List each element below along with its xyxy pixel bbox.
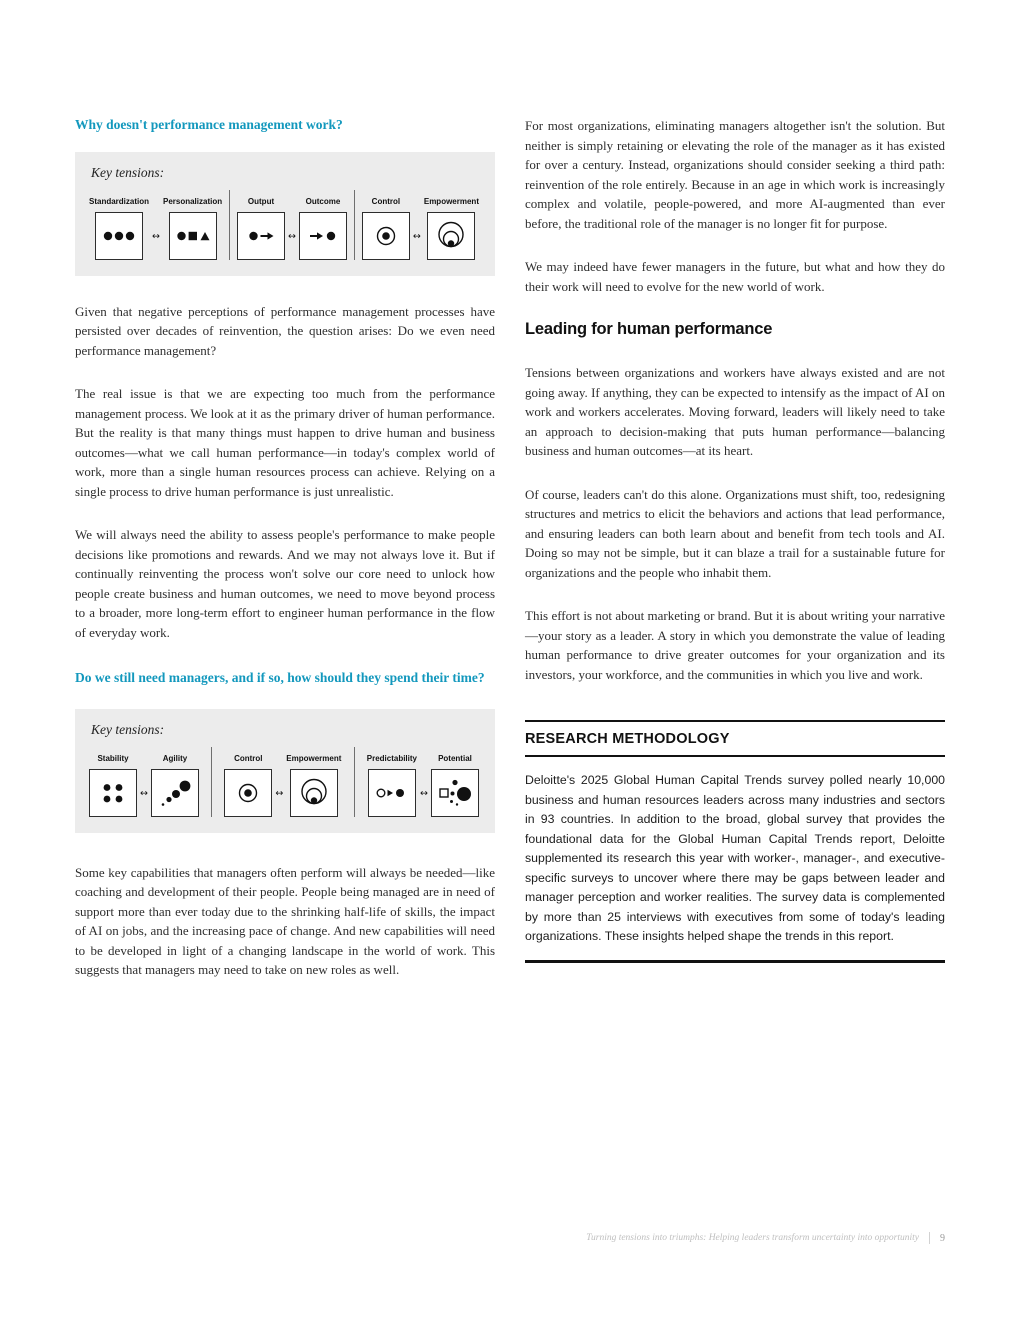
tension-icon-box bbox=[89, 769, 137, 817]
tension-icon-box bbox=[427, 212, 475, 260]
paragraph: This effort is not about marketing or brand. But it is about writing your narrative—your story as a leader. A story in which you demonstrate the value of leading human performance to drive greater outcomes for your organization and its investors, your workforce, and the communities in which you live and work. bbox=[525, 608, 945, 682]
open-circle-arrow-dot-icon bbox=[372, 773, 412, 813]
tension-icon-box bbox=[224, 769, 272, 817]
tension-icon-box bbox=[237, 212, 285, 260]
four-dots-icon bbox=[93, 773, 133, 813]
tension-label: Stability bbox=[97, 753, 129, 763]
question-heading-managers: Do we still need managers, and if so, how should they spend their time? bbox=[75, 670, 485, 685]
ripple-circles-icon bbox=[294, 773, 334, 813]
tension-item bbox=[237, 197, 285, 260]
paragraph: Tensions between organizations and workers have always existed and are not going away. If anything, they can be expected to intensify as the impact of AI on work and workers accelerates. Moving forward, leaders will likely need to take an approach to decision-making that puts human performance—balancing business and human outcomes—at its heart. bbox=[525, 365, 945, 458]
tension-label: Empowerment bbox=[286, 753, 342, 763]
arrow-dot-icon bbox=[303, 216, 343, 256]
tension-label: Standardization bbox=[89, 196, 150, 206]
question-heading-performance-management: Why doesn't performance management work? bbox=[75, 117, 343, 132]
bullseye-icon bbox=[366, 216, 406, 256]
tension-item bbox=[151, 754, 199, 817]
left-column bbox=[75, 116, 495, 1004]
paragraph: For most organizations, eliminating managers altogether isn't the solution. But neither is simply retaining or elevating the role of the manager as it has existed for over a century. Instead, organizations should consider seeking a third path: reinvention of the role entirely. Because in an age in which work is increasingly complex and volatile, people-powered, and more AI-augmented than ever before, the traditional role of the manager is no longer fit for purpose. bbox=[525, 118, 945, 231]
tension-pair bbox=[89, 754, 199, 817]
rule-bottom bbox=[525, 960, 945, 963]
tension-icon-box bbox=[151, 769, 199, 817]
tension-item bbox=[224, 754, 272, 817]
research-methodology-body: Deloitte's 2025 Global Human Capital Trends survey polled nearly 10,000 business and human resources leaders across many industries and sectors in 93 countries. In addition to the broad, global survey that provides the foundational data for the Global Human Capital Trends report, Deloitte supplemented its research this year with worker-, manager-, and executive-specific surveys to uncover where there may be gaps between leader and manager perception and worker realities. The survey data is complemented by more than 25 interviews with executives from some of today's leading organizations. These insights helped shape the trends in this report. bbox=[525, 773, 945, 943]
tension-icon-box bbox=[95, 212, 143, 260]
tension-label: Agility bbox=[162, 753, 188, 763]
three-circles-icon bbox=[99, 216, 139, 256]
tension-icon-box bbox=[362, 212, 410, 260]
tension-label: Outcome bbox=[305, 196, 341, 206]
rule-middle bbox=[525, 755, 945, 757]
key-tensions-figure-1 bbox=[75, 152, 495, 276]
tension-icon-box bbox=[299, 212, 347, 260]
tension-icon-box bbox=[290, 769, 338, 817]
tension-item bbox=[286, 754, 341, 817]
footer-report-title: Turning tensions into triumphs: Helping leaders transform uncertainty into opportunity bbox=[586, 1233, 919, 1243]
tension-pair bbox=[89, 197, 222, 260]
page-footer bbox=[586, 1232, 945, 1244]
tension-pairs-row bbox=[89, 747, 479, 817]
double-arrow-icon: ↔ bbox=[412, 230, 421, 242]
tension-item bbox=[299, 197, 347, 260]
figure-caption: Key tensions: bbox=[91, 721, 165, 737]
key-tensions-figure-2 bbox=[75, 709, 495, 833]
growing-dots-icon bbox=[155, 773, 195, 813]
tension-item bbox=[367, 754, 417, 817]
paragraph: We will always need the ability to assess people's performance to make people decisions like promotions and rewards. And we may not always love it. But if continually reinventing the process won't solve our core need to unlock how people create business and human outcomes, we need to move beyond process to a broader, more long-term effort to engineer human performance in the flow of everyday work. bbox=[75, 527, 495, 640]
tension-label: Output bbox=[247, 196, 275, 206]
tension-label: Predictability bbox=[366, 753, 417, 763]
tension-label: Potential bbox=[438, 753, 472, 763]
tension-icon-box bbox=[431, 769, 479, 817]
figure-divider bbox=[354, 190, 355, 260]
double-arrow-icon: ↔ bbox=[140, 787, 148, 799]
tension-pair bbox=[237, 197, 347, 260]
tension-item bbox=[89, 197, 149, 260]
tension-pair bbox=[362, 197, 479, 260]
tension-item bbox=[89, 754, 137, 817]
double-arrow-icon: ↔ bbox=[152, 230, 160, 242]
dot-arrow-icon bbox=[241, 216, 281, 256]
right-column bbox=[525, 116, 945, 963]
circle-square-triangle-icon bbox=[173, 216, 213, 256]
paragraph: Some key capabilities that managers often perform will always be needed—like coaching and development of their people. People being managed are in need of support more than ever today due to the shrinking half-life of skills, the impact of AI on jobs, and the increasing pace of change. And new capabilities will need to be developed in light of a changing landscape in the world of work. This suggests that managers may need to take on new roles as well. bbox=[75, 864, 495, 977]
research-methodology-box bbox=[525, 720, 945, 963]
tension-pair bbox=[224, 754, 341, 817]
ripple-circles-icon bbox=[431, 216, 471, 256]
section-heading-leading-for-human-performance: Leading for human performance bbox=[525, 320, 773, 338]
figure-divider bbox=[229, 190, 230, 260]
bullseye-icon bbox=[228, 773, 268, 813]
figure-caption: Key tensions: bbox=[91, 164, 165, 180]
tension-icon-box bbox=[368, 769, 416, 817]
tension-pair bbox=[367, 754, 479, 817]
double-arrow-icon: ↔ bbox=[275, 787, 284, 799]
tension-pairs-row bbox=[89, 190, 479, 260]
figure-divider bbox=[354, 747, 355, 817]
tension-label: Personalization bbox=[162, 196, 223, 206]
scatter-burst-icon bbox=[435, 773, 475, 813]
paragraph: We may indeed have fewer managers in the future, but what and how they do their work will need to evolve for the new world of work. bbox=[525, 259, 945, 294]
tension-icon-box bbox=[169, 212, 217, 260]
tension-label: Control bbox=[371, 196, 401, 206]
tension-item bbox=[163, 197, 222, 260]
tension-item bbox=[362, 197, 410, 260]
figure-divider bbox=[211, 747, 212, 817]
tension-item bbox=[431, 754, 479, 817]
footer-separator bbox=[929, 1232, 930, 1244]
paragraph: Given that negative perceptions of performance management processes have persisted over decades of reinvention, the question arises: Do we even need performance management? bbox=[75, 303, 495, 358]
paragraph: Of course, leaders can't do this alone. Organizations must shift, too, redesigning structures and metrics to elicit the behaviors and actions that lead performance, and ensuring leaders can both learn about and benefit from tech tools and AI. Doing so may not be simple, but it can blaze a trail for a sustainable future for organizations and the people who inhabit them. bbox=[525, 486, 945, 580]
page-number: 9 bbox=[940, 1232, 945, 1244]
tension-label: Control bbox=[234, 753, 263, 763]
double-arrow-icon: ↔ bbox=[420, 787, 428, 799]
tension-item bbox=[424, 197, 479, 260]
double-arrow-icon: ↔ bbox=[288, 230, 296, 242]
research-methodology-heading: RESEARCH METHODOLOGY bbox=[525, 731, 730, 747]
tension-label: Empowerment bbox=[423, 196, 479, 206]
paragraph: The real issue is that we are expecting too much from the performance management process. We look at it as the primary driver of human performance. But the reality is that many things must happen to drive human and business outcomes—what we call human performance—in today's complex world of work, more than a single human resources process can achieve. Relying on a single process to drive human performance is just unrealistic. bbox=[75, 386, 495, 499]
